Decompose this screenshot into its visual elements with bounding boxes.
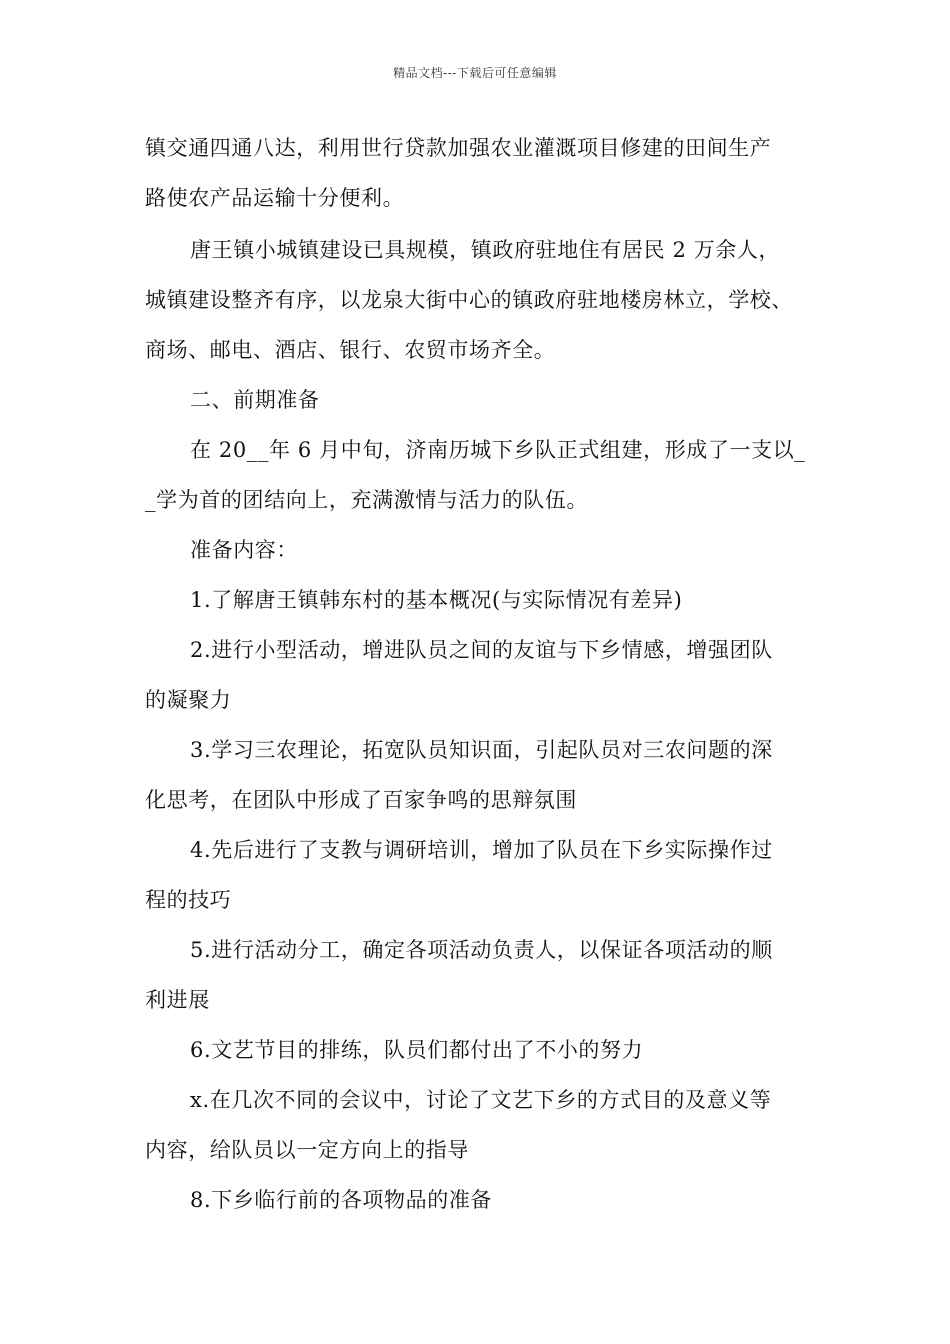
list-item: 1.了解唐王镇韩东村的基本概况(与实际情况有差异) [190,588,683,612]
list-item-continuation: 的凝聚力 [145,688,232,712]
list-item: x.在几次不同的会议中，讨论了文艺下乡的方式目的及意义等 [190,1088,772,1112]
list-item: 2.进行小型活动，增进队员之间的友谊与下乡情感，增强团队 [190,638,773,662]
list-item-continuation: 利进展 [145,988,210,1012]
list-item: 3.学习三农理论，拓宽队员知识面，引起队员对三农问题的深 [190,738,773,762]
page-header: 精品文档---下载后可任意编辑 [393,66,557,80]
list-item: 8.下乡临行前的各项物品的准备 [190,1188,493,1212]
body-line: 路使农产品运输十分便利。 [145,186,405,210]
list-item: 4.先后进行了支教与调研培训，增加了队员在下乡实际操作过 [190,838,773,862]
body-line: 准备内容： [190,538,298,562]
body-line: 在 20__年 6 月中旬，济南历城下乡队正式组建，形成了一支以_ [190,438,806,462]
body-line: 唐王镇小城镇建设已具规模，镇政府驻地住有居民 2 万余人， [190,238,781,262]
body-line: 商场、邮电、酒店、银行、农贸市场齐全。 [145,338,556,362]
list-item: 6.文艺节目的排练，队员们都付出了不小的努力 [190,1038,644,1062]
body-line: 镇交通四通八达，利用世行贷款加强农业灌溉项目修建的田间生产 [145,136,772,160]
list-item-continuation: 化思考，在团队中形成了百家争鸣的思辩氛围 [145,788,577,812]
list-item-continuation: 程的技巧 [145,888,232,912]
section-heading: 二、前期准备 [190,388,320,412]
list-item-continuation: 内容，给队员以一定方向上的指导 [145,1138,469,1162]
list-item: 5.进行活动分工，确定各项活动负责人，以保证各项活动的顺 [190,938,773,962]
body-line: _学为首的团结向上，充满激情与活力的队伍。 [145,488,589,512]
body-line: 城镇建设整齐有序，以龙泉大街中心的镇政府驻地楼房林立，学校、 [145,288,793,312]
